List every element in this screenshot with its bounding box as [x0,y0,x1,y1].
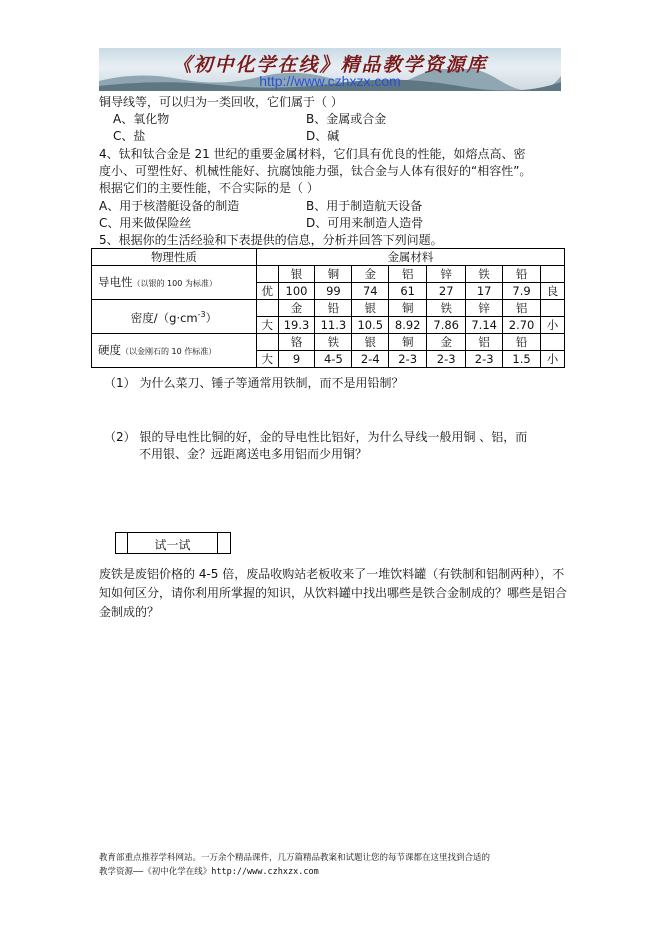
try-it-paragraph: 废铁是废铝价格的 4-5 倍，废品收购站老板收来了一堆饮料罐（有铁制和铝制两种），不知如何区分，请你利用所掌握的知识，从饮料罐中找出哪些是铁合金制成的？哪些是铝合金制成的？ [99,567,568,619]
conductivity-metal: 铅 [503,266,541,283]
q3-option-d: D、碱 [306,129,340,143]
conductivity-high: 优 [256,283,278,300]
density-label: 密度$/(g\cdot cm^{-3})$ [92,300,257,334]
footer-line-2[interactable]: 教学资源——《初中化学在线》http://www.czhxzx.com [99,867,319,877]
density-value: 11.3 [315,317,352,334]
metal-properties-table [91,248,565,368]
divider [217,533,218,553]
q3-option-c: C、盐 [113,129,146,143]
conductivity-value: 74 [352,283,389,300]
conductivity-label: 导电性（以银的 100 为标准） [92,266,257,300]
hardness-value: 2-3 [466,351,503,368]
page-footer [99,851,569,879]
hardness-value: 2-3 [427,351,466,368]
hardness-low: 小 [541,351,565,368]
conductivity-value: 27 [427,283,466,300]
table-header-row [92,249,565,266]
header-material: 金属材料 [256,249,564,266]
hardness-metal: 铁 [315,334,352,351]
density-value: 7.14 [466,317,503,334]
hardness-value: 2-4 [352,351,389,368]
hardness-metal: 金 [427,334,466,351]
density-value: 10.5 [352,317,389,334]
hardness-value: 2-3 [389,351,427,368]
hardness-metal: 铅 [503,334,541,351]
q4-option-c: C、用来做保险丝 [99,216,192,230]
hardness-value: 1.5 [503,351,541,368]
density-value: 8.92 [389,317,427,334]
hardness-metal: 银 [352,334,389,351]
hardness-metal: 铬 [278,334,315,351]
density-low: 小 [541,317,565,334]
conductivity-metal: 铝 [389,266,427,283]
density-value: 2.70 [503,317,541,334]
q3-option-b: B、金属或合金 [306,112,387,126]
density-metal: 金 [278,300,315,317]
hardness-label: 硬度（以金刚石的 10 作标准） [92,334,257,368]
hardness-metal: 铜 [389,334,427,351]
q3-stem: 铜导线等，可以归为一类回收，它们属于（ ） [99,95,343,109]
hardness-value: 9 [278,351,315,368]
density-value: 19.3 [278,317,315,334]
density-high: 大 [256,317,278,334]
q3-option-a: A、氧化物 [113,112,170,126]
density-metal: 铅 [315,300,352,317]
density-metal: 锌 [466,300,503,317]
conductivity-low: 良 [541,283,565,300]
banner-url[interactable]: http://www.czhxzx.com [259,73,401,89]
q5-intro: 5、根据你的生活经验和下表提供的信息，分析并回答下列问题。 [99,233,443,247]
header-banner [99,48,561,91]
try-it-label: 试一试 [154,538,191,552]
hardness-high: 大 [256,351,278,368]
q4-option-d: D、可用来制造人造骨 [306,216,424,230]
q4-option-b: B、用于制造航天设备 [306,199,423,213]
q4-option-a: A、用于核潜艇设备的制造 [99,199,240,213]
banner-title: 《初中化学在线》精品教学资源库 [172,54,488,76]
conductivity-metal: 铜 [315,266,352,283]
conductivity-metal: 金 [352,266,389,283]
hardness-metals-row [92,334,565,351]
conductivity-metal: 锌 [427,266,466,283]
try-it-label-box [115,532,231,554]
q5-subquestion-2-line2: 不用银、金？远距离送电多用铝而少用铜？ [139,447,368,461]
conductivity-metal: 铁 [466,266,503,283]
q4-stem-line1: 4、钛和钛合金是 21 世纪的重要金属材料，它们具有优良的性能，如熔点高、密 [99,147,526,161]
q5-subquestion-2-line1: （2） 银的导电性比铜的好，金的导电性比铝好，为什么导线一般用铜 、铝，而 [104,430,528,444]
density-metal: 银 [352,300,389,317]
density-metals-row [92,300,565,317]
conductivity-value: 61 [389,283,427,300]
conductivity-metal: 银 [278,266,315,283]
conductivity-value: 17 [466,283,503,300]
hardness-value: 4-5 [315,351,352,368]
footer-line-1: 教育部重点推荐学科网站。一万余个精品课件，几万篇精品教案和试题让您的每节课都在这里找到合适的 [99,853,491,863]
density-metal: 铁 [427,300,466,317]
conductivity-value: 100 [278,283,315,300]
conductivity-metals-row [92,266,565,283]
conductivity-value: 7.9 [503,283,541,300]
q4-stem-line2: 度小、可塑性好、机械性能好、抗腐蚀能力强，钛合金与人体有很好的“相容性”。 [99,164,532,178]
density-metal: 铜 [389,300,427,317]
header-property: 物理性质 [92,249,257,266]
hardness-metal: 铝 [466,334,503,351]
q4-stem-line3: 根据它们的主要性能，不合实际的是（ ） [99,181,319,195]
density-value: 7.86 [427,317,466,334]
q5-subquestion-1: （1） 为什么菜刀、锤子等通常用铁制，而不是用铅制？ [104,376,404,390]
conductivity-value: 99 [315,283,352,300]
density-metal: 铝 [503,300,541,317]
